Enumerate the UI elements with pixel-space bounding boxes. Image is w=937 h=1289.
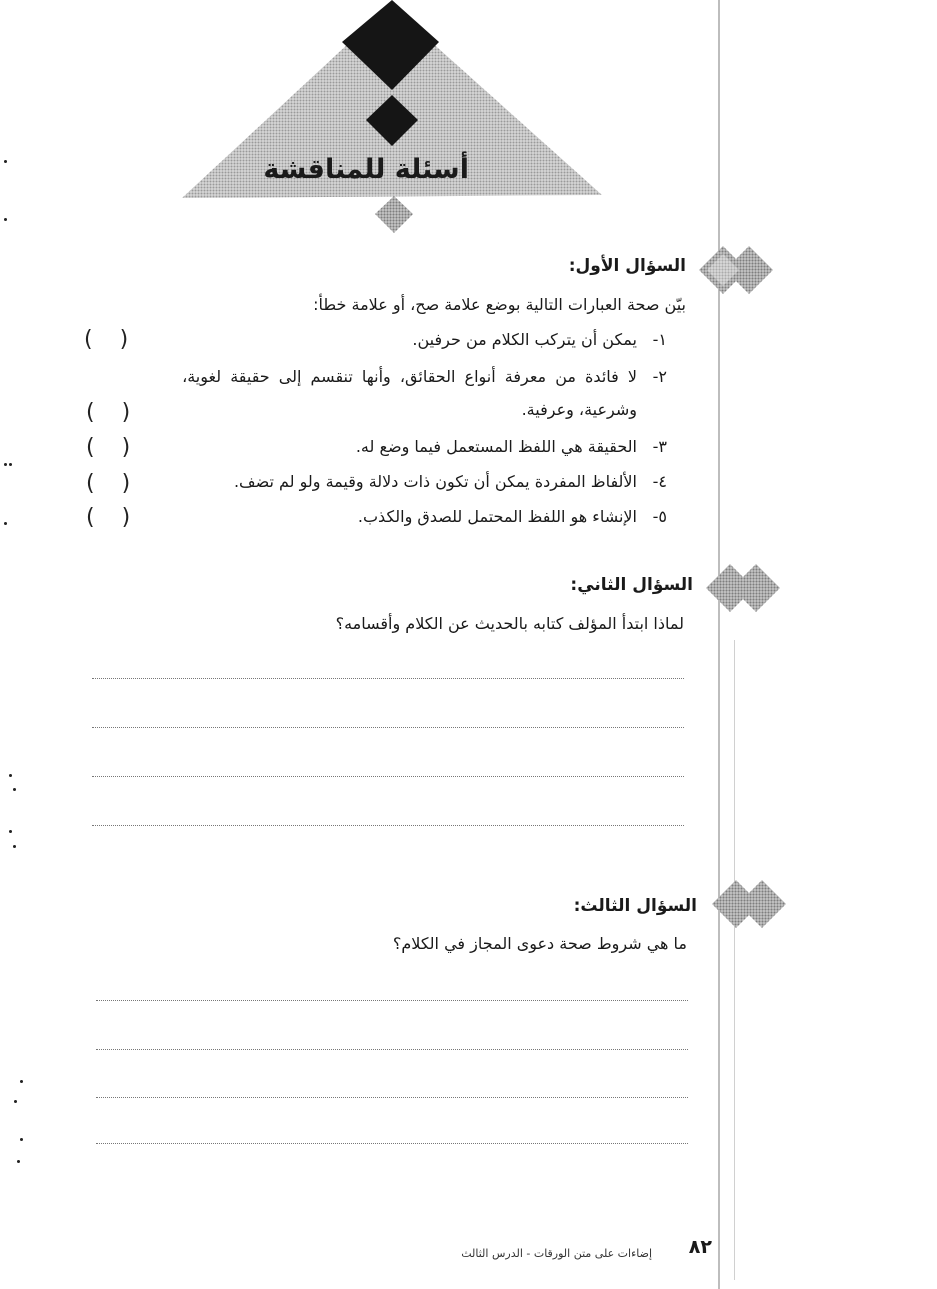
question-2-text: لماذا ابتدأ المؤلف كتابه بالحديث عن الكلام وأقسامه؟ <box>335 614 684 633</box>
header-ornament <box>170 0 610 240</box>
page-number: ٨٢ <box>688 1236 712 1258</box>
answer-line[interactable] <box>92 727 684 728</box>
page-title: أسئلة للمناقشة <box>263 154 469 185</box>
scan-speck <box>9 830 12 833</box>
section-bullet-icon <box>697 244 777 296</box>
q1-item-1-text: يمكن أن يتركب الكلام من حرفين. <box>412 330 637 349</box>
scan-speck <box>13 845 16 848</box>
margin-rule <box>718 0 720 1289</box>
footer-caption: إضاءات على متن الورقات - الدرس الثالث <box>461 1247 652 1260</box>
q1-item-2-answer-mark[interactable]: ( ) <box>86 400 141 425</box>
answer-line[interactable] <box>96 1097 688 1098</box>
scan-speck <box>20 1080 23 1083</box>
question-1-instruction: بيّن صحة العبارات التالية بوضع علامة صح، أو علامة خطأ: <box>313 295 686 314</box>
question-3-title: السؤال الثالث: <box>573 896 697 916</box>
scan-speck <box>20 1138 23 1141</box>
q1-item-1-answer-mark[interactable]: ( ) <box>84 327 139 352</box>
q1-item-4-text: الألفاظ المفردة يمكن أن تكون ذات دلالة وقيمة ولو لم تضف. <box>233 472 637 491</box>
q1-item-2-number: ٢- <box>652 367 667 386</box>
question-3-text: ما هي شروط صحة دعوى المجاز في الكلام؟ <box>392 934 687 953</box>
scan-speck <box>17 1160 20 1163</box>
answer-line[interactable] <box>92 825 684 826</box>
bottom-diamond <box>375 196 413 233</box>
q1-item-2-continuation: وشرعية، وعرفية. <box>521 400 637 419</box>
question-1-title: السؤال الأول: <box>568 256 686 276</box>
q1-item-3-number: ٣- <box>652 437 667 456</box>
section-bullet-icon <box>704 562 784 614</box>
q1-item-3-answer-mark[interactable]: ( ) <box>86 435 141 460</box>
q1-item-4-answer-mark[interactable]: ( ) <box>86 471 141 496</box>
q1-item-1-number: ١- <box>652 330 667 349</box>
question-2-title: السؤال الثاني: <box>570 575 693 595</box>
scan-speck <box>4 218 7 221</box>
scan-speck <box>4 463 7 466</box>
answer-line[interactable] <box>92 678 684 679</box>
scan-speck <box>4 160 7 163</box>
margin-rule-secondary <box>734 640 735 1280</box>
answer-line[interactable] <box>96 1143 688 1144</box>
q1-item-5-text: الإنشاء هو اللفظ المحتمل للصدق والكذب. <box>357 507 637 526</box>
scan-speck <box>9 463 12 466</box>
answer-line[interactable] <box>92 776 684 777</box>
q1-item-2-text: لا فائدة من معرفة أنواع الحقائق، وأنها تنقسم إلى حقيقة لغوية، <box>182 367 637 386</box>
scan-speck <box>9 774 12 777</box>
q1-item-3-text: الحقيقة هي اللفظ المستعمل فيما وضع له. <box>355 437 637 456</box>
q1-item-4-number: ٤- <box>652 472 667 491</box>
answer-line[interactable] <box>96 1049 688 1050</box>
q1-item-5-number: ٥- <box>652 507 667 526</box>
scan-speck <box>14 1100 17 1103</box>
answer-line[interactable] <box>96 1000 688 1001</box>
q1-item-5-answer-mark[interactable]: ( ) <box>86 505 141 530</box>
scan-speck <box>13 788 16 791</box>
scan-speck <box>4 522 7 525</box>
section-bullet-icon <box>710 878 790 930</box>
